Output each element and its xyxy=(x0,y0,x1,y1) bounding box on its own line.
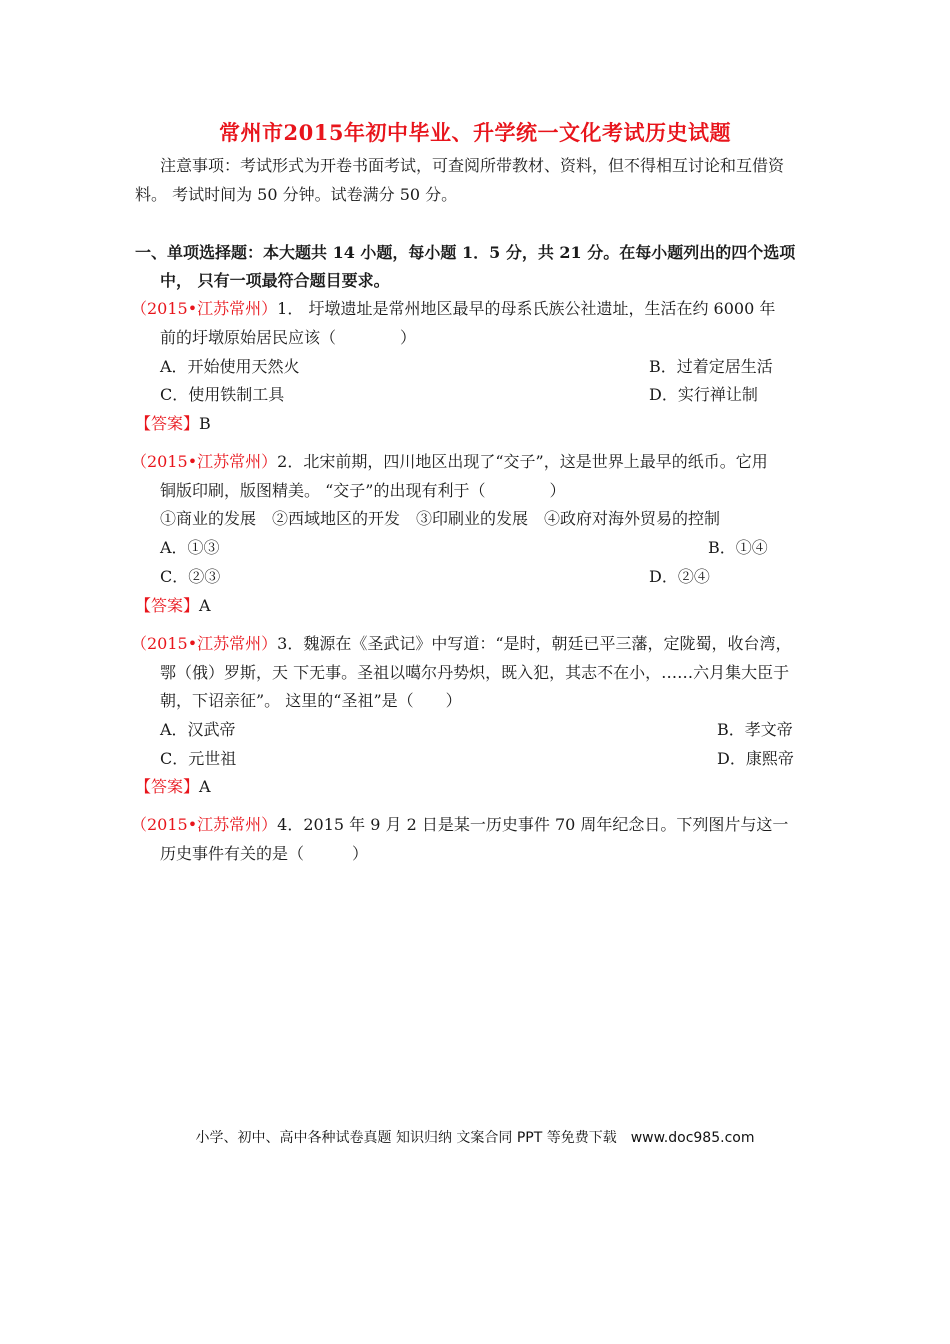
question-2-option-b: B．①④ xyxy=(708,538,768,557)
question-1-line-1 xyxy=(131,298,775,320)
question-3-option-c: C．元世祖 xyxy=(160,749,237,768)
question-1-option-c: C．使用铁制工具 xyxy=(160,385,285,404)
page-title: 常州市2015年初中毕业、升学统一文化考试历史试题 xyxy=(219,120,731,145)
question-source: （2015•江苏常州） xyxy=(131,299,278,318)
question-2-option-d: D．②④ xyxy=(649,567,710,586)
footer-text: 小学、初中、高中各种试卷真题 知识归纳 文案合同 PPT 等免费下载 www.doc985.com xyxy=(195,1130,755,1146)
question-3-option-d: D．康熙帝 xyxy=(717,749,794,768)
answer-label: 【答案】 xyxy=(135,596,200,615)
question-1-answer xyxy=(135,413,211,435)
question-1-option-a: A．开始使用天然火 xyxy=(160,357,300,376)
question-2-line-1 xyxy=(131,451,768,473)
section-heading-line-2: 中， 只有一项最符合题目要求。 xyxy=(160,271,390,290)
notice-line-1: 注意事项：考试形式为开卷书面考试，可查阅所带教材、资料，但不得相互讨论和互借资 xyxy=(160,156,785,175)
question-1-option-b: B．过着定居生活 xyxy=(649,357,773,376)
answer-label: 【答案】 xyxy=(135,777,200,796)
question-source: （2015•江苏常州） xyxy=(131,815,278,834)
question-3-line-3: 朝，下诏亲征”。 这里的“圣祖”是（ ） xyxy=(160,691,462,710)
question-stem: 1． 圩墩遗址是常州地区最早的母系氏族公社遗址，生活在约 6000 年 xyxy=(277,299,776,318)
question-2-option-c: C．②③ xyxy=(160,567,221,586)
section-heading-line-1: 一、单项选择题：本大题共 14 小题，每小题 1．5 分，共 21 分。在每小题列出的四个选项 xyxy=(135,243,796,262)
question-4-line-1 xyxy=(131,814,788,836)
question-stem: 3．魏源在《圣武记》中写道：“是时，朝廷已平三藩，定陇蜀，收台湾， xyxy=(277,634,792,653)
answer-value: B xyxy=(199,414,211,433)
question-2-answer xyxy=(135,595,211,617)
answer-label: 【答案】 xyxy=(135,414,200,433)
question-3-option-a: A．汉武帝 xyxy=(160,720,236,739)
question-source: （2015•江苏常州） xyxy=(131,452,278,471)
notice-line-2: 料。 考试时间为 50 分钟。试卷满分 50 分。 xyxy=(135,185,458,204)
question-2-line-3: ①商业的发展 ②西域地区的开发 ③印刷业的发展 ④政府对海外贸易的控制 xyxy=(160,509,721,528)
question-source: （2015•江苏常州） xyxy=(131,634,278,653)
question-3-option-b: B．孝文帝 xyxy=(717,720,793,739)
answer-value: A xyxy=(199,596,211,615)
question-3-line-2: 鄂（俄）罗斯，天 下无事。圣祖以噶尔丹势炽，既入犯，其志不在小，……六月集大臣于 xyxy=(160,663,790,682)
question-1-line-2: 前的圩墩原始居民应该（ ） xyxy=(160,328,417,347)
question-4-line-2: 历史事件有关的是（ ） xyxy=(160,844,369,863)
answer-value: A xyxy=(199,777,211,796)
question-2-option-a: A．①③ xyxy=(160,538,220,557)
question-3-answer xyxy=(135,776,211,798)
question-1-option-d: D．实行禅让制 xyxy=(649,385,758,404)
question-stem: 4．2015 年 9 月 2 日是某一历史事件 70 周年纪念日。下列图片与这一 xyxy=(277,815,789,834)
question-3-line-1 xyxy=(131,633,792,655)
question-2-line-2: 铜版印刷，版图精美。 “交子”的出现有利于（ ） xyxy=(160,481,566,500)
question-stem: 2．北宋前期，四川地区出现了“交子”，这是世界上最早的纸币。它用 xyxy=(277,452,768,471)
